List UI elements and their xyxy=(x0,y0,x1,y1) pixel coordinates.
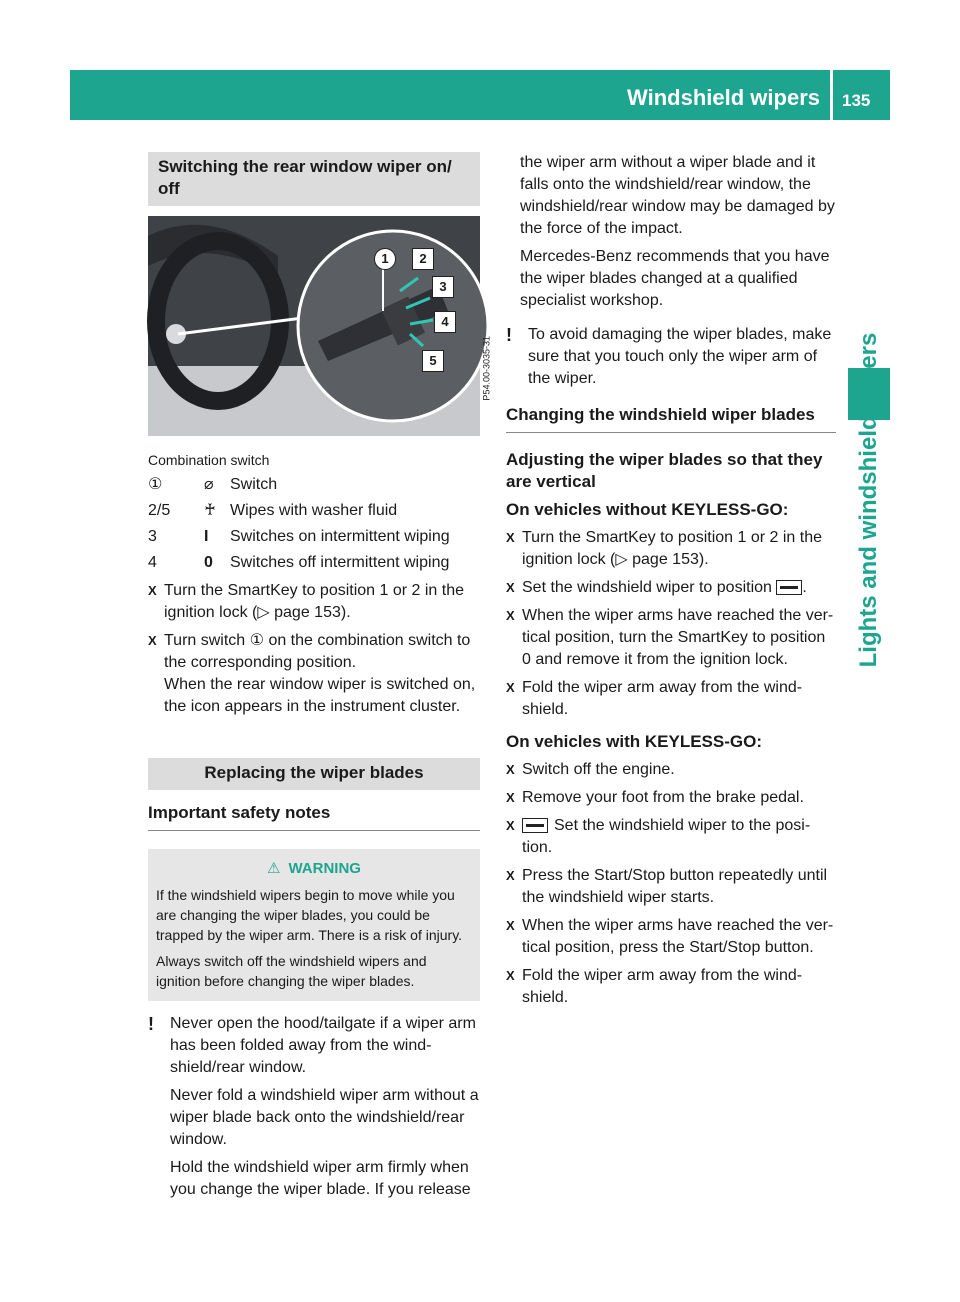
page-number: 135 xyxy=(842,91,871,110)
warning-text: If the windshield wipers begin to move while you are changing the wiper blades, you could be trapped by the wiper arm. There is a risk of injury. xyxy=(156,887,463,943)
step-marker-icon: X xyxy=(506,818,515,833)
step-text: Fold the wiper arm away from the wind-shield. xyxy=(522,679,803,718)
callout-4: 4 xyxy=(434,311,456,333)
step-text: Turn the SmartKey to position 1 or 2 in the ignition lock (▷ page 153). xyxy=(164,582,465,621)
step-marker-icon: X xyxy=(506,868,515,883)
section-heading-changing: Changing the windshield wiper blades xyxy=(506,404,836,433)
wiper-off-position-icon xyxy=(522,818,548,833)
instruction-step xyxy=(506,787,836,809)
step-marker-icon: X xyxy=(506,680,515,695)
exclamation-icon: ! xyxy=(506,325,512,345)
note-block xyxy=(506,324,836,390)
callout-1: 1 xyxy=(374,248,396,270)
subheading-safety: Important safety notes xyxy=(148,802,480,831)
step-marker-icon: X xyxy=(148,583,157,598)
subheading-vertical: Adjusting the wiper blades so that they are vertical xyxy=(506,450,823,491)
legend-text: Switches on intermittent wiping xyxy=(230,528,450,545)
washer-fluid-icon: ♰ xyxy=(204,502,216,519)
step-marker-icon: X xyxy=(506,790,515,805)
step-marker-icon: X xyxy=(506,762,515,777)
section-heading-replacing: Replacing the wiper blades xyxy=(148,758,480,790)
note-text: Never open the hood/tailgate if a wiper arm has been folded away from the wind-shield/rear window. xyxy=(170,1015,476,1076)
step-text: When the wiper arms have reached the ver-tical position, turn the SmartKey to position 0 and remove it from the ignition lock. xyxy=(522,607,834,668)
legend-row xyxy=(148,526,480,548)
step-marker-icon: X xyxy=(506,608,515,623)
section-heading-rear-wiper: Switching the rear window wiper on/ off xyxy=(148,152,480,206)
note-text: Never fold a windshield wiper arm without a wiper blade back onto the windshield/rear window. xyxy=(170,1087,479,1148)
instruction-step: X Set the windshield wiper to position . xyxy=(506,577,836,599)
step-text: Switch off the engine. xyxy=(522,761,675,778)
step-marker-icon: X xyxy=(506,580,515,595)
legend-symbol: 0 xyxy=(204,554,213,571)
legend-key: 2/5 xyxy=(148,502,171,519)
step-marker-icon: X xyxy=(148,633,157,648)
instruction-step xyxy=(148,630,480,718)
legend-row xyxy=(148,500,480,522)
instruction-step xyxy=(506,677,836,721)
instruction-step xyxy=(506,965,836,1009)
instruction-step xyxy=(148,580,480,624)
legend-key: ① xyxy=(148,476,163,493)
instruction-step xyxy=(506,815,836,859)
note-continuation: Mercedes-Benz recommends that you have the wiper blades changed at a qualified specialist workshop. xyxy=(520,248,830,309)
step-text: Turn the SmartKey to position 1 or 2 in the ignition lock (▷ page 153). xyxy=(522,529,823,568)
step-text: When the wiper arms have reached the ver-tical position, press the Start/Stop button. xyxy=(522,917,834,956)
step-marker-icon: X xyxy=(506,530,515,545)
callout-3: 3 xyxy=(432,276,454,298)
instruction-step xyxy=(506,865,836,909)
legend-row xyxy=(148,552,480,574)
wiper-off-position-icon xyxy=(776,580,802,595)
figure-code: P54.00-3035-31 xyxy=(482,336,492,401)
header-divider xyxy=(830,70,833,120)
callout-2: 2 xyxy=(412,248,434,270)
warning-box xyxy=(148,849,480,1001)
step-text: Remove your foot from the brake pedal. xyxy=(522,789,804,806)
switch-symbol-icon: ⌀ xyxy=(204,476,214,493)
figure-caption: Combination switch xyxy=(148,452,270,468)
legend-symbol: I xyxy=(204,528,209,545)
warning-text: Always switch off the windshield wipers and ignition before changing the wiper blades. xyxy=(156,953,427,989)
warning-triangle-icon: ⚠ xyxy=(267,860,281,877)
instruction-step xyxy=(506,527,836,571)
page-title: Windshield wipers xyxy=(627,85,820,110)
callout-5: 5 xyxy=(422,350,444,372)
step-text: Turn switch ① on the combination switch to the corresponding position. xyxy=(164,632,471,671)
combination-switch-figure xyxy=(148,216,492,436)
legend-key: 3 xyxy=(148,528,157,545)
legend-text: Switches off intermittent wiping xyxy=(230,554,450,571)
left-column xyxy=(148,152,492,1207)
instruction-step xyxy=(506,915,836,959)
subheading-with-keyless: On vehicles with KEYLESS-GO: xyxy=(506,732,762,751)
instruction-step xyxy=(506,605,836,671)
legend-text: Switch xyxy=(230,476,278,493)
step-text: Fold the wiper arm away from the wind-shield. xyxy=(522,967,803,1006)
exclamation-icon: ! xyxy=(148,1014,154,1034)
legend-row xyxy=(148,474,480,496)
step-text: Set the windshield wiper to position xyxy=(522,579,772,596)
note-text: To avoid damaging the wiper blades, make sure that you touch only the wiper arm of the wiper. xyxy=(528,326,832,387)
step-result-text: When the rear window wiper is switched on, the icon appears in the instrument cluster. xyxy=(164,676,476,715)
step-marker-icon: X xyxy=(506,918,515,933)
step-text: Press the Start/Stop button repeatedly until the windshield wiper starts. xyxy=(522,867,828,906)
instruction-step xyxy=(506,759,836,781)
legend-key: 4 xyxy=(148,554,157,571)
right-column xyxy=(506,152,836,1009)
note-continuation: the wiper arm without a wiper blade and it falls onto the windshield/rear window, the windshield/rear window may be damaged by the force of the impact. xyxy=(520,154,835,237)
side-chapter-label: Lights and windshield wipers xyxy=(855,332,882,668)
note-text: Hold the windshield wiper arm firmly when you change the wiper blade. If you release xyxy=(170,1159,471,1198)
note-block xyxy=(148,1013,480,1207)
subheading-without-keyless: On vehicles without KEYLESS-GO: xyxy=(506,500,789,519)
legend-text: Wipes with washer fluid xyxy=(230,502,398,519)
step-marker-icon: X xyxy=(506,968,515,983)
step-text: Set the windshield wiper to the posi-tion. xyxy=(522,817,811,856)
warning-title: WARNING xyxy=(288,860,361,877)
